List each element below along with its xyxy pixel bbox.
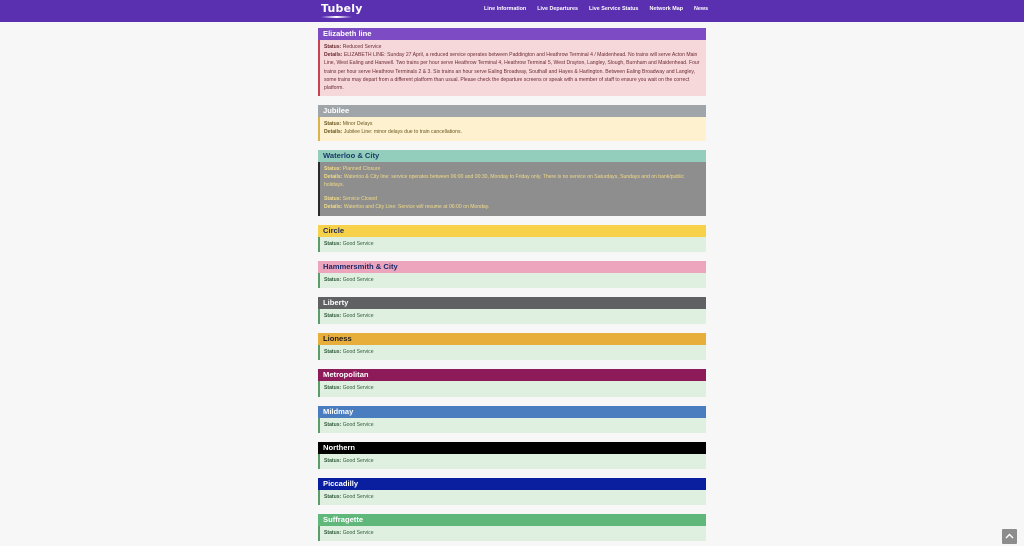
status-label: Status: [324, 196, 342, 203]
status-row [324, 276, 701, 284]
status-label: Status: [324, 530, 342, 537]
line-status-panel [318, 117, 706, 140]
line-name[interactable]: Hammersmith & City [318, 261, 706, 273]
scroll-to-top-button[interactable] [1002, 529, 1017, 544]
line-name[interactable]: Elizabeth line [318, 28, 706, 40]
status-row [324, 120, 701, 128]
details-label: Details: [324, 173, 343, 180]
line-status-panel [318, 345, 706, 360]
nav-live-service-status[interactable]: Live Service Status [588, 6, 639, 12]
line-card [318, 369, 706, 396]
status-label: Status: [324, 457, 342, 464]
line-card [318, 150, 706, 216]
status-label: Status: [324, 276, 342, 283]
status-value: Good Service [342, 530, 374, 537]
line-card [318, 225, 706, 252]
nav-news[interactable]: News [693, 6, 709, 12]
line-name[interactable]: Northern [318, 442, 706, 454]
line-name[interactable]: Jubilee [318, 105, 706, 117]
chevron-up-icon [1005, 533, 1014, 539]
line-card [318, 28, 706, 96]
line-name[interactable]: Mildmay [318, 406, 706, 418]
status-label: Status: [324, 349, 342, 356]
line-status-panel [318, 454, 706, 469]
status-value: Reduced Service [342, 44, 382, 50]
details-row [324, 173, 701, 189]
status-label: Status: [324, 421, 342, 428]
status-row [324, 493, 701, 501]
nav-network-map[interactable]: Network Map [649, 6, 683, 12]
status-value: Planned Closure [342, 165, 381, 172]
main-nav [484, 6, 708, 12]
line-name[interactable]: Waterloo & City [318, 150, 706, 162]
status-row [324, 240, 701, 248]
details-row [324, 203, 701, 211]
details-value: ELIZABETH LINE: Sunday 27 April, a reduced service operates between Paddington and Heathrow Terminal 4 / Maidenhead. No trains will serve Acton Main Line, West Ealing and Hanwell. Two trains per hour serve Heathrow Terminal 4, Heathrow Terminal 5, West Drayton, Langley, Slough, Burnham and Maidenhead. Four trains per hour serve Heathrow Terminals 2 & 3. Six trains an hour serve Ealing Broadway, Southall and Hayes & Harlington. Between Ealing Broadway and Langley, some trains may depart from a different platform than usual. Please check the departure screens or speak with a member of staff to ensure you wait on the correct platform. [324, 52, 700, 92]
status-value: Good Service [342, 385, 374, 392]
line-card [318, 261, 706, 288]
line-name[interactable]: Liberty [318, 297, 706, 309]
details-row [324, 51, 701, 92]
line-name[interactable]: Circle [318, 225, 706, 237]
navbar [0, 0, 1024, 22]
line-name[interactable]: Piccadilly [318, 478, 706, 490]
line-status-panel [318, 526, 706, 541]
line-status-list [318, 28, 706, 546]
details-value: Waterloo and City Line: Service will resume at 06:00 on Monday. [343, 204, 490, 211]
line-card [318, 333, 706, 360]
line-card [318, 406, 706, 433]
status-value: Good Service [342, 240, 374, 247]
status-row [324, 348, 701, 356]
line-status-panel [318, 381, 706, 396]
nav-live-departures[interactable]: Live Departures [537, 6, 578, 12]
brand-underline [321, 16, 352, 18]
status-row [324, 421, 701, 429]
status-value: Service Closed [342, 196, 377, 203]
line-card [318, 478, 706, 505]
status-value: Good Service [342, 457, 374, 464]
status-value: Good Service [342, 276, 374, 283]
line-status-panel [318, 162, 706, 216]
status-value: Good Service [342, 421, 374, 428]
details-value: Waterloo & City line: service operates between 06:00 and 00:30, Monday to Friday only. There is no service on Saturdays, Sundays and on bank/public holidays. [324, 173, 685, 189]
line-status-panel [318, 309, 706, 324]
status-label: Status: [324, 385, 342, 392]
status-row [324, 457, 701, 465]
status-value: Minor Delays [342, 121, 373, 128]
details-row [324, 128, 701, 136]
status-value: Good Service [342, 313, 374, 320]
line-status-panel [318, 273, 706, 288]
line-name[interactable]: Metropolitan [318, 369, 706, 381]
status-row [324, 312, 701, 320]
line-status-panel [318, 40, 706, 96]
status-label: Status: [324, 44, 342, 50]
brand-logo[interactable]: Tubely [321, 2, 363, 15]
status-value: Good Service [342, 349, 374, 356]
status-label: Status: [324, 165, 342, 172]
line-status-panel [318, 237, 706, 252]
details-label: Details: [324, 129, 343, 136]
status-label: Status: [324, 121, 342, 128]
status-row [324, 384, 701, 392]
line-name[interactable]: Suffragette [318, 514, 706, 526]
details-value: Jubilee Line: minor delays due to train cancellations. [343, 129, 462, 136]
line-card [318, 514, 706, 541]
status-label: Status: [324, 240, 342, 247]
line-card [318, 105, 706, 140]
line-status-panel [318, 490, 706, 505]
status-row [324, 195, 701, 203]
nav-line-information[interactable]: Line Information [484, 6, 527, 12]
line-status-panel [318, 418, 706, 433]
line-card [318, 442, 706, 469]
status-row [324, 529, 701, 537]
details-label: Details: [324, 204, 343, 211]
status-row [324, 165, 701, 173]
details-label: Details: [324, 52, 343, 59]
status-label: Status: [324, 494, 342, 501]
status-row [324, 43, 701, 51]
line-card [318, 297, 706, 324]
line-name[interactable]: Lioness [318, 333, 706, 345]
status-value: Good Service [342, 494, 374, 501]
status-label: Status: [324, 313, 342, 320]
